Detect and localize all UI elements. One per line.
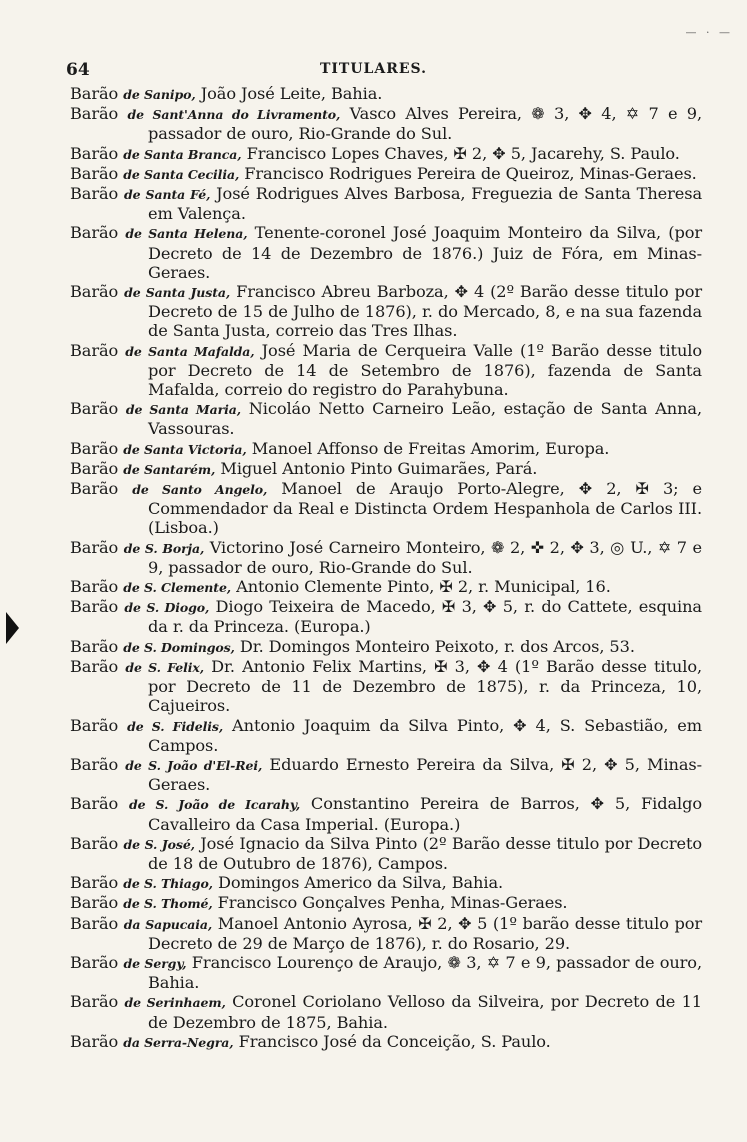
- running-title: TITULARES.: [319, 61, 428, 77]
- entry-title: de S. Felix,: [125, 659, 205, 675]
- entry-text: Dr. Domingos Monteiro Peixoto, r. dos Arcos, 53.: [234, 636, 635, 656]
- list-item: [70, 164, 702, 184]
- list-item: [70, 341, 702, 400]
- entry-prefix: Barão: [70, 479, 119, 499]
- entry-prefix: Barão: [70, 577, 119, 597]
- entry-title: de S. Clemente,: [123, 580, 232, 596]
- entry-title: de Santa Maria,: [125, 402, 241, 418]
- list-item: [70, 184, 702, 223]
- list-item: [70, 479, 702, 538]
- entry-text: Vasco Alves Pereira, ❁ 3, ✥ 4, ✡ 7 e 9, passador de ouro, Rio-Grande do Sul.: [148, 104, 702, 144]
- entry-text: Tenente-coronel José Joaquim Monteiro da Silva, (por Decreto de 14 de Dezembro de 1876.) Juiz de Fóra, em Minas-Geraes.: [148, 223, 703, 282]
- entry-title: de S. Borja,: [123, 540, 205, 556]
- entry-prefix: Barão: [70, 636, 119, 656]
- entry-text: Miguel Antonio Pinto Guimarães, Pará.: [215, 458, 538, 478]
- entry-title: de Santa Mafalda,: [125, 343, 255, 359]
- entry-text: Victorino José Carneiro Monteiro, ❁ 2, ✜ 2, ✥ 3, ◎ U., ✡ 7 e 9, passador de ouro, Rio-Grande do Sul.: [148, 537, 703, 577]
- entry-text: Manoel Affonso de Freitas Amorim, Europa.: [246, 438, 610, 458]
- entry-title: de Santa Justa,: [124, 285, 231, 301]
- entry-text: Francisco José da Conceição, S. Paulo.: [233, 1031, 551, 1051]
- list-item: [70, 755, 702, 794]
- entry-title: de Santa Cecilia,: [123, 166, 240, 182]
- entry-title: de Sergy,: [123, 955, 187, 971]
- entry-text: Francisco Gonçalves Penha, Minas-Geraes.: [212, 893, 568, 913]
- entry-text: Francisco Rodrigues Pereira de Queiroz, Minas-Geraes.: [239, 163, 697, 183]
- entry-title: de S. Thomé,: [123, 896, 213, 912]
- list-item: [70, 873, 702, 893]
- entry-prefix: Barão: [70, 458, 119, 478]
- entry-text: Antonio Joaquim da Silva Pinto, ✥ 4, S. Sebastião, em Campos.: [148, 715, 702, 755]
- list-item: [70, 914, 702, 953]
- entry-text: José Rodrigues Alves Barbosa, Freguezia de Santa Theresa em Valença.: [148, 184, 703, 224]
- entry-title: de S. José,: [123, 836, 195, 852]
- list-item: [70, 459, 702, 479]
- entry-text: Francisco Lopes Chaves, ✠ 2, ✥ 5, Jacarehy, S. Paulo.: [241, 143, 680, 163]
- list-item: [70, 439, 702, 459]
- entry-title: de Serinhaem,: [124, 995, 226, 1011]
- page-header: [0, 60, 747, 82]
- entry-text: Dr. Antonio Felix Martins, ✠ 3, ✥ 4 (1º Barão desse titulo, por Decreto de 11 de Dezembro de 1875), r. da Princeza, 10, Cajueiros.: [148, 656, 703, 716]
- entry-text: Manoel de Araujo Porto-Alegre, ✥ 2, ✠ 3; e Commendador da Real e Distincta Ordem Hespanhola de Carlos III. (Lisboa.): [148, 479, 702, 538]
- list-item: [70, 597, 702, 636]
- entry-prefix: Barão: [70, 913, 119, 933]
- entry-prefix: Barão: [70, 184, 119, 204]
- entry-prefix: Barão: [70, 1031, 119, 1051]
- entry-prefix: Barão: [70, 223, 119, 243]
- entry-text: Antonio Clemente Pinto, ✠ 2, r. Municipal, 16.: [231, 577, 611, 597]
- entry-prefix: Barão: [70, 84, 119, 103]
- entry-title: de S. Thiago,: [123, 876, 213, 892]
- list-item: [70, 794, 702, 833]
- entry-text: Eduardo Ernesto Pereira da Silva, ✠ 2, ✥ 5, Minas-Geraes.: [148, 754, 703, 795]
- entry-prefix: Barão: [70, 104, 119, 124]
- entry-title: da Serra-Negra,: [123, 1034, 234, 1050]
- list-item: [70, 657, 702, 716]
- list-item: [70, 399, 702, 438]
- margin-arrow-icon: [6, 612, 19, 644]
- entry-title: de S. Domingos,: [123, 639, 235, 655]
- entry-prefix: Barão: [70, 992, 119, 1012]
- entry-text: Diogo Teixeira de Macedo, ✠ 3, ✥ 5, r. do Cattete, esquina da r. da Princeza. (Europa.): [148, 597, 702, 637]
- list-item: [70, 144, 702, 164]
- entry-title: de S. Diogo,: [124, 600, 210, 616]
- list-item: [70, 637, 702, 657]
- entry-title: de S. Fidelis,: [127, 718, 224, 734]
- entry-title: de Santarém,: [123, 461, 216, 477]
- list-item: [70, 84, 702, 104]
- entry-title: de Santa Branca,: [123, 146, 242, 162]
- entry-title: de Santo Angelo,: [132, 482, 268, 498]
- list-item: [70, 1032, 702, 1052]
- corner-mark: — · —: [685, 26, 733, 39]
- entry-title: de Santa Helena,: [125, 226, 248, 242]
- entry-text: Coronel Coriolano Velloso da Silveira, por Decreto de 11 de Dezembro de 1875, Bahia.: [148, 992, 703, 1032]
- entry-title: de S. João d'El-Rei,: [125, 757, 263, 773]
- entry-title: da Sapucaia,: [123, 916, 213, 932]
- entry-prefix: Barão: [70, 873, 119, 893]
- entry-title: de Sanipo,: [123, 87, 196, 102]
- entry-prefix: Barão: [70, 399, 119, 419]
- entry-text: Manoel Antonio Ayrosa, ✠ 2, ✥ 5 (1º barão desse titulo por Decreto de 29 de Março de 1876), r. do Rosario, 29.: [148, 913, 702, 953]
- entry-text: João José Leite, Bahia.: [195, 84, 383, 103]
- entry-prefix: Barão: [70, 893, 119, 913]
- entry-prefix: Barão: [70, 833, 119, 853]
- entry-prefix: Barão: [70, 952, 119, 972]
- entry-prefix: Barão: [70, 754, 119, 774]
- entry-text: Francisco Lourenço de Araujo, ❁ 3, ✡ 7 e 9, passador de ouro, Bahia.: [148, 952, 703, 993]
- entry-text: Nicoláo Netto Carneiro Leão, estação de Santa Anna, Vassouras.: [148, 399, 703, 439]
- entry-text: Domingos Americo da Silva, Bahia.: [212, 873, 504, 893]
- list-item: [70, 992, 702, 1031]
- list-item: [70, 282, 702, 341]
- entry-prefix: Barão: [70, 656, 119, 676]
- list-item: [70, 538, 702, 577]
- entry-text: Constantino Pereira de Barros, ✥ 5, Fidalgo Cavalleiro da Casa Imperial. (Europa.): [148, 794, 702, 834]
- entry-text: José Ignacio da Silva Pinto (2º Barão desse titulo por Decreto de 18 de Outubro de 1876), Campos.: [148, 833, 702, 873]
- entry-text: Francisco Abreu Barboza, ✥ 4 (2º Barão desse titulo por Decreto de 15 de Julho de 1876), r. do Mercado, 8, e na sua fazenda de Santa Justa, correio das Tres Ilhas.: [148, 282, 703, 341]
- list-item: [70, 104, 702, 143]
- list-item: [70, 953, 702, 992]
- entry-title: de Santa Fé,: [124, 187, 211, 203]
- entry-prefix: Barão: [70, 143, 119, 163]
- entry-title: de S. João de Icarahy,: [129, 797, 301, 813]
- entry-prefix: Barão: [70, 537, 119, 557]
- entry-prefix: Barão: [70, 438, 119, 458]
- entry-text: José Maria de Cerqueira Valle (1º Barão desse titulo por Decreto de 14 de Setembro de 1876), fazenda de Santa Mafalda, correio do registro do Parahybuna.: [148, 340, 702, 400]
- entry-title: de Santa Victoria,: [123, 441, 247, 457]
- list-item: [70, 716, 702, 755]
- list-item: [70, 893, 702, 913]
- entry-list: [70, 84, 702, 1052]
- entry-title: de Sant'Anna do Livramento,: [127, 107, 341, 123]
- entry-prefix: Barão: [70, 715, 119, 735]
- list-item: [70, 577, 702, 597]
- entry-prefix: Barão: [70, 340, 119, 360]
- entry-prefix: Barão: [70, 597, 119, 617]
- list-item: [70, 834, 702, 873]
- list-item: [70, 223, 702, 282]
- entry-prefix: Barão: [70, 794, 119, 814]
- entry-prefix: Barão: [70, 282, 119, 302]
- page-number: 64: [66, 60, 90, 80]
- entry-prefix: Barão: [70, 163, 119, 183]
